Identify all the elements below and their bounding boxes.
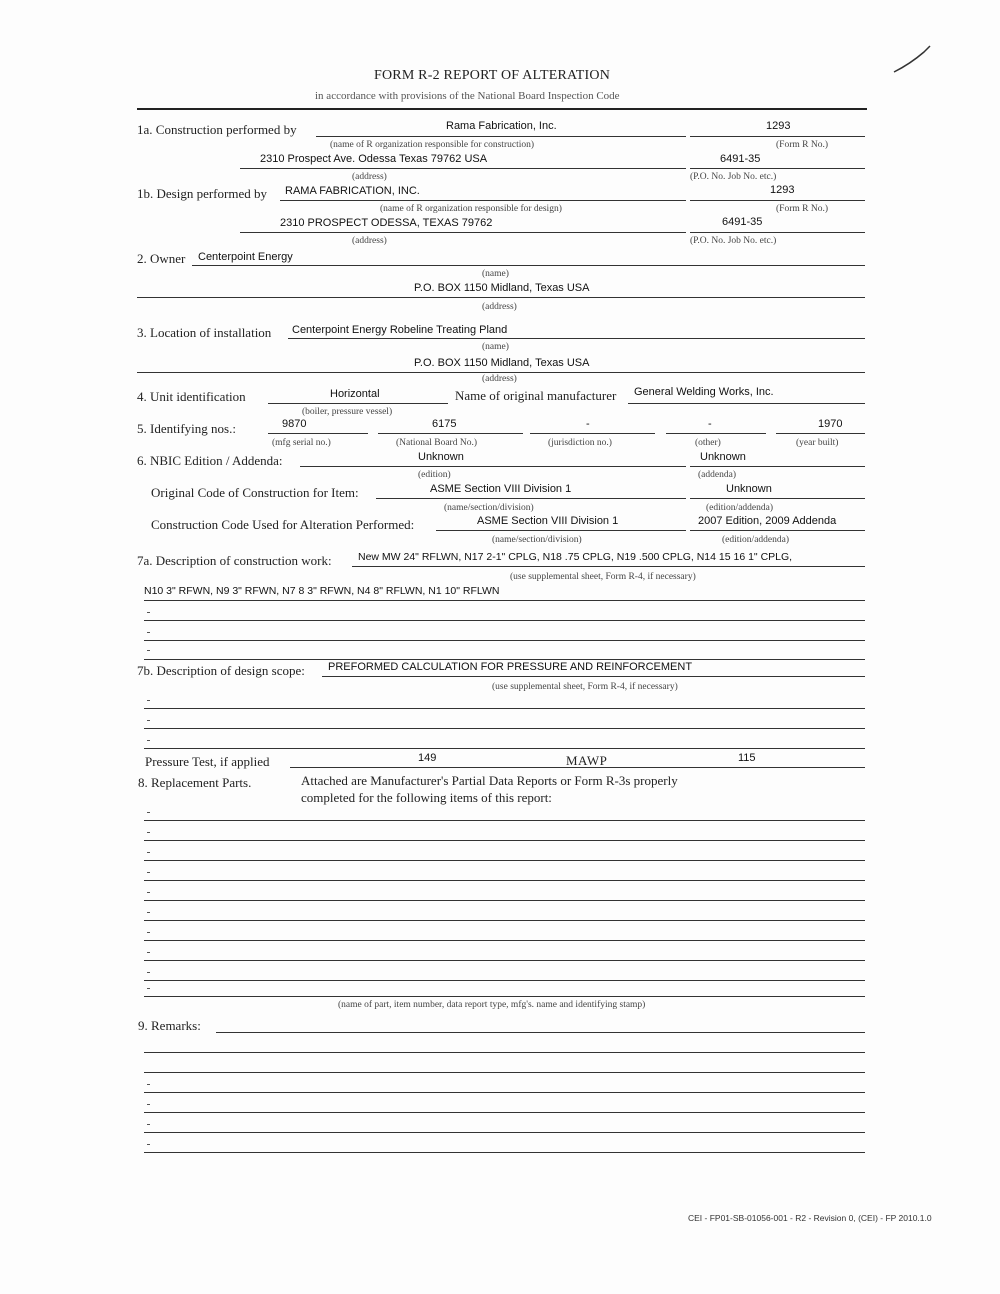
label-replacement-parts: 8. Replacement Parts. [138, 775, 252, 790]
field-line [240, 232, 686, 233]
field-line [144, 820, 865, 821]
year-built[interactable]: 1970 [818, 418, 843, 430]
caption: (name) [482, 269, 509, 279]
field-line [666, 433, 766, 434]
field-line [776, 433, 865, 434]
field-line [322, 676, 865, 677]
field-line [144, 748, 865, 749]
field-line [144, 840, 865, 841]
field-line [690, 200, 865, 201]
construction-po-no[interactable]: 6491-35 [720, 153, 761, 165]
margin-tick [147, 852, 150, 853]
caption: (use supplemental sheet, Form R-4, if necessary) [510, 572, 696, 582]
caption: (edition/addenda) [722, 535, 790, 545]
field-line [144, 980, 865, 981]
footer-form-code: CEI - FP01-SB-01056-001 - R2 - Revision 0, (CEI) - FP 2010.1.0 [688, 1213, 932, 1223]
margin-tick [147, 892, 150, 893]
field-line [628, 403, 865, 404]
label-location: 3. Location of installation [137, 325, 272, 340]
field-line [137, 372, 865, 373]
label-7b: 7b. Description of design scope: [137, 663, 305, 678]
label-nbic: 6. NBIC Edition / Addenda: [137, 453, 283, 468]
owner-name[interactable]: Centerpoint Energy [198, 251, 293, 263]
field-line [316, 136, 686, 137]
mawp-value[interactable]: 115 [738, 752, 756, 764]
mfg-serial-no[interactable]: 9870 [282, 418, 307, 430]
label-7a: 7a. Description of construction work: [137, 553, 332, 568]
field-line [144, 640, 865, 641]
field-line [144, 920, 865, 921]
field-line [290, 767, 865, 768]
margin-tick [147, 632, 150, 633]
field-line [530, 433, 655, 434]
field-line [144, 1132, 865, 1133]
field-line [216, 1032, 865, 1033]
location-name[interactable]: Centerpoint Energy Robeline Treating Pland [292, 324, 508, 336]
construction-work-line-1[interactable]: New MW 24" RFLWN, N17 2-1" CPLG, N18 .75 CPLG, N19 .500 CPLG, N14 15 16 1" CPLG, [358, 551, 793, 563]
margin-tick [147, 650, 150, 651]
label-remarks: 9. Remarks: [138, 1018, 201, 1033]
caption: (P.O. No. Job No. etc.) [690, 172, 777, 182]
alteration-code[interactable]: ASME Section VIII Division 1 [477, 515, 619, 527]
caption: (edition/addenda) [706, 503, 774, 513]
margin-tick [147, 740, 150, 741]
original-code-edition[interactable]: Unknown [726, 483, 772, 495]
field-line [690, 168, 865, 169]
caption: (address) [352, 172, 387, 182]
caption: (use supplemental sheet, Form R-4, if necessary) [492, 682, 678, 692]
field-line [690, 530, 865, 531]
caption: (Form R No.) [776, 140, 828, 150]
field-line [144, 728, 865, 729]
caption: (name/section/division) [492, 535, 582, 545]
margin-tick [147, 720, 150, 721]
field-line [144, 940, 865, 941]
original-code[interactable]: ASME Section VIII Division 1 [430, 483, 572, 495]
other-no[interactable]: - [708, 418, 712, 430]
field-line [144, 960, 865, 961]
field-line [144, 708, 865, 709]
field-line [690, 232, 865, 233]
margin-tick [147, 932, 150, 933]
field-line [144, 600, 865, 601]
caption: (name/section/division) [444, 503, 534, 513]
label-1a: 1a. Construction performed by [137, 122, 297, 137]
field-line [144, 1072, 865, 1073]
nbic-edition[interactable]: Unknown [418, 451, 464, 463]
field-line [144, 659, 865, 660]
caption: (National Board No.) [396, 438, 477, 448]
caption: (name of R organization responsible for construction) [330, 140, 535, 150]
label-original-code: Original Code of Construction for Item: [151, 485, 359, 500]
location-address[interactable]: P.O. BOX 1150 Midland, Texas USA [414, 357, 590, 369]
field-line [690, 498, 865, 499]
field-line [192, 265, 865, 266]
caption: (mfg serial no.) [272, 438, 331, 448]
design-form-r-no[interactable]: 1293 [770, 184, 795, 196]
construction-work-line-2[interactable]: N10 3" RFWN, N9 3" RFWN, N7 8 3" RFWN, N4 8" RFLWN, N1 10" RFLWN [144, 585, 500, 597]
field-line [436, 530, 686, 531]
alteration-code-edition[interactable]: 2007 Edition, 2009 Addenda [698, 515, 837, 527]
field-line [268, 403, 448, 404]
margin-tick [147, 832, 150, 833]
construction-form-r-no[interactable]: 1293 [766, 120, 791, 132]
design-scope[interactable]: PREFORMED CALCULATION FOR PRESSURE AND REINFORCEMENT [328, 661, 693, 673]
field-line [300, 466, 686, 467]
margin-tick [147, 812, 150, 813]
field-line [144, 996, 865, 997]
design-po-no[interactable]: 6491-35 [722, 216, 763, 228]
replacement-text-1: Attached are Manufacturer's Partial Data Reports or Form R-3s properly [301, 773, 678, 788]
label-alteration-code: Construction Code Used for Alteration Performed: [151, 517, 415, 532]
field-line [690, 466, 865, 467]
label-owner: 2. Owner [137, 251, 186, 266]
field-line [144, 1052, 865, 1053]
unit-type[interactable]: Horizontal [330, 388, 380, 400]
caption: (address) [352, 236, 387, 246]
label-mawp: MAWP [566, 753, 608, 768]
field-line [144, 880, 865, 881]
pen-mark-icon [890, 40, 940, 80]
margin-tick [147, 988, 150, 989]
design-org-name[interactable]: RAMA FABRICATION, INC. [285, 185, 420, 197]
field-line [288, 338, 865, 339]
caption: (jurisdiction no.) [548, 438, 612, 448]
field-line [376, 498, 686, 499]
pressure-test-value[interactable]: 149 [418, 752, 437, 764]
owner-address[interactable]: P.O. BOX 1150 Midland, Texas USA [414, 282, 590, 294]
label-unit-id: 4. Unit identification [137, 389, 246, 404]
margin-tick [147, 612, 150, 613]
margin-tick [147, 912, 150, 913]
construction-address[interactable]: 2310 Prospect Ave. Odessa Texas 79762 USA [260, 153, 488, 165]
caption: (address) [482, 302, 517, 312]
nbic-addenda[interactable]: Unknown [700, 451, 746, 463]
label-1b: 1b. Design performed by [137, 186, 267, 201]
field-line [240, 168, 686, 169]
caption: (other) [695, 438, 721, 448]
caption: (boiler, pressure vessel) [302, 407, 393, 417]
national-board-no[interactable]: 6175 [432, 418, 457, 430]
margin-tick [147, 1144, 150, 1145]
field-line [268, 433, 368, 434]
caption: (addenda) [698, 470, 736, 480]
replacement-text-2: completed for the following items of this report: [301, 790, 552, 805]
field-line [144, 1112, 865, 1113]
design-address[interactable]: 2310 PROSPECT ODESSA, TEXAS 79762 [280, 217, 493, 229]
margin-tick [147, 972, 150, 973]
margin-tick [147, 1124, 150, 1125]
field-line [690, 136, 865, 137]
field-line [378, 433, 523, 434]
field-line [144, 1152, 865, 1153]
caption: (P.O. No. Job No. etc.) [690, 236, 777, 246]
label-pressure-test: Pressure Test, if applied [145, 754, 270, 769]
original-manufacturer[interactable]: General Welding Works, Inc. [634, 386, 774, 398]
field-line [144, 900, 865, 901]
margin-tick [147, 1084, 150, 1085]
construction-org-name[interactable]: Rama Fabrication, Inc. [446, 120, 557, 132]
divider [137, 108, 867, 110]
label-identifying-nos: 5. Identifying nos.: [137, 421, 236, 436]
margin-tick [147, 1104, 150, 1105]
jurisdiction-no[interactable]: - [586, 418, 590, 430]
caption: (Form R No.) [776, 204, 828, 214]
caption: (year built) [796, 438, 839, 448]
field-line [137, 297, 865, 298]
label-original-manufacturer: Name of original manufacturer [455, 388, 617, 403]
form-title: FORM R-2 REPORT OF ALTERATION [374, 68, 611, 83]
caption: (edition) [418, 470, 451, 480]
caption: (name of part, item number, data report type, mfg's. name and identifying stamp) [338, 1000, 646, 1010]
caption: (name) [482, 342, 509, 352]
margin-tick [147, 952, 150, 953]
margin-tick [147, 872, 150, 873]
caption: (name of R organization responsible for design) [380, 204, 562, 214]
form-subtitle: in accordance with provisions of the National Board Inspection Code [315, 90, 620, 102]
field-line [144, 860, 865, 861]
margin-tick [147, 700, 150, 701]
field-line [144, 620, 865, 621]
field-line [352, 566, 865, 567]
field-line [280, 200, 686, 201]
caption: (address) [482, 374, 517, 384]
field-line [144, 1092, 865, 1093]
